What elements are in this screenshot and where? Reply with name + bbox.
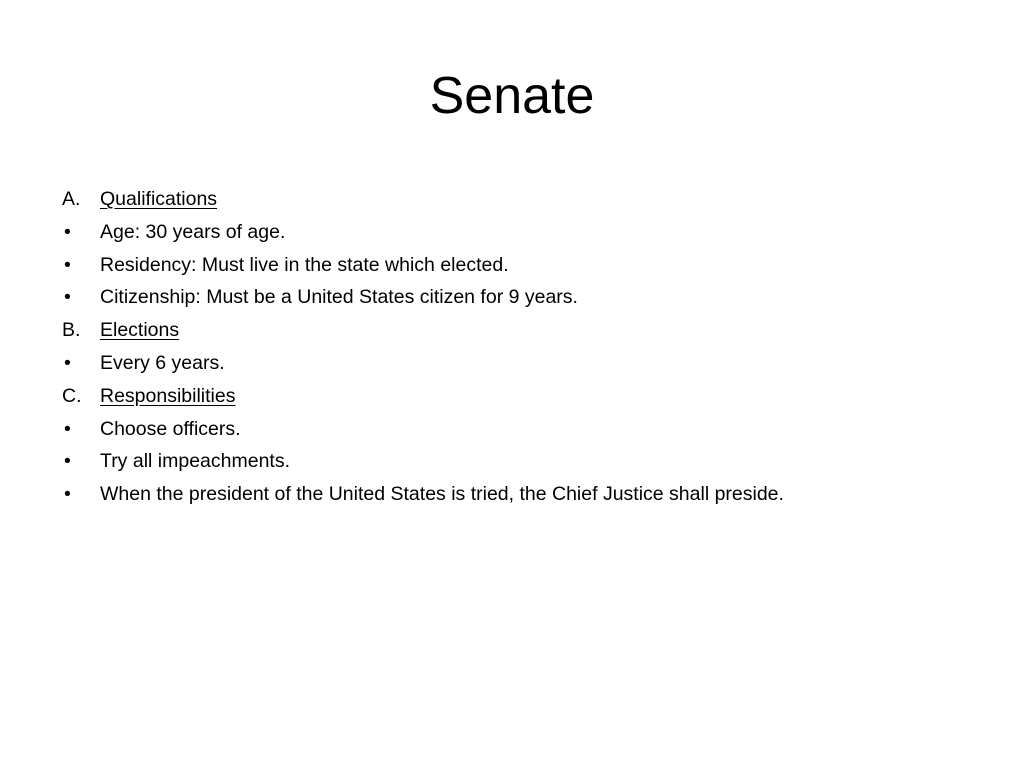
outline-bullet-every-6-years	[62, 347, 962, 380]
outline-heading-qualifications	[62, 183, 962, 216]
bullet-icon: •	[64, 483, 71, 506]
outline-bullet-citizenship	[62, 281, 962, 314]
bullet-icon: •	[64, 286, 71, 309]
outline-bullet-chief-justice	[62, 478, 962, 511]
outline-bullet-text: Try all impeachments.	[100, 450, 291, 473]
outline-bullet-text: Every 6 years.	[100, 351, 225, 374]
outline-bullet-text: Citizenship: Must be a United States citizen for 9 years.	[100, 286, 578, 309]
bullet-icon: •	[64, 220, 71, 243]
slide-title: Senate	[429, 67, 595, 125]
outline-heading-text: Responsibilities	[100, 384, 236, 407]
outline-heading-responsibilities	[62, 380, 962, 413]
bullet-icon: •	[64, 253, 71, 276]
outline-bullet-text: When the president of the United States is tried, the Chief Justice shall preside.	[100, 483, 784, 506]
outline-bullet-residency	[62, 249, 962, 282]
outline-bullet-text: Age: 30 years of age.	[100, 220, 286, 243]
outline-heading-text: Qualifications	[100, 188, 218, 210]
bullet-icon: •	[64, 351, 71, 374]
outline-bullet-text: Residency: Must live in the state which elected.	[100, 253, 509, 276]
bullet-icon: •	[64, 450, 71, 473]
outline-heading-elections	[62, 314, 962, 347]
outline-heading-text: Elections	[100, 319, 180, 342]
outline-marker: A.	[62, 188, 81, 210]
outline-bullet-choose-officers	[62, 413, 962, 446]
outline-bullet-text: Choose officers.	[100, 417, 241, 440]
outline-marker: C.	[62, 384, 82, 407]
outline-bullet-impeachments	[62, 445, 962, 478]
bullet-icon: •	[64, 417, 71, 440]
slide-body	[62, 183, 962, 511]
outline-marker: B.	[62, 319, 81, 342]
outline-bullet-age	[62, 216, 962, 249]
